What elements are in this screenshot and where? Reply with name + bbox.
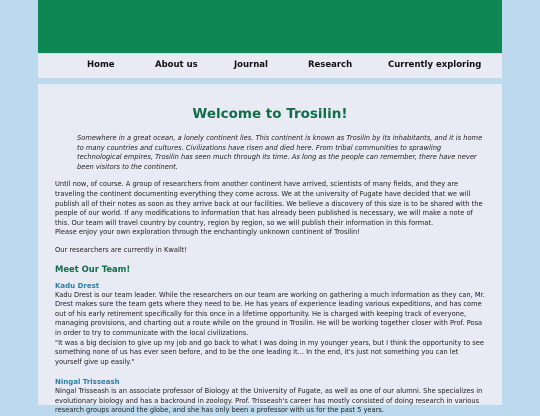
nav-currently-exploring[interactable]: Currently exploring [388, 60, 482, 70]
member-name: Kadu Drest [55, 281, 100, 290]
member-quote: "It was a big decision to give up my job and go back to what I was doing in my younger years, but I think the opportunity to see something none of us has ever seen before, and to be the one leading it... In the end, it's just not something you can let yourself give up easily." [55, 338, 484, 366]
location-note: Our researchers are currently in Kwallt! [55, 245, 187, 254]
nav-research[interactable]: Research [308, 60, 353, 70]
nav-journal[interactable]: Journal [234, 60, 268, 70]
member-bio: Kadu Drest is our team leader. While the researchers on our team are working on gathering a much information as they can, Mr. Drest makes sure the team gets where they need to be. He has years of experience leading various expeditions, and has come out of his early retirement specifically for this once in a lifetime opportunity. He is charged with keeping track of everyone, managing provisions, and charting out a route while on the ground in Trosilin. He will be working together closer with Prof. Posa in order to try to communicate with the local civilizations. [55, 290, 485, 337]
header-banner [38, 0, 502, 53]
nav-about-us[interactable]: About us [155, 60, 198, 70]
body-paragraph: Until now, of course. A group of researchers from another continent have arrived, scientists of many fields, and they are traveling the continent documenting everything they come across. We at the university of Fugate have decided that we will publish all of their notes as soon as they arrive back at our facilities. We believe a discovery of this size is to be shared with the people of our world. If any modifications to information that has already been published is necessary, we will make a note of this. Our team will travel country by country, region by region, so we will publish their information in this format. [55, 180, 483, 227]
member-bio: Ningal Trisseash is an associate professor of Biology at the University of Fugate, as well as one of our alumni. She specializes in evolutionary biology and has a backround in zoology. Prof. Trisseash's career has mostly consisted of doing research in various research groups around the globe, and she has only been a professor with us for the past 5 years. [55, 387, 483, 415]
member-name: Ningal Trisseash [55, 378, 120, 387]
main-content [38, 84, 502, 415]
body-paragraph: Please enjoy your own exploration through the enchantingly unknown continent of Trosilin! [55, 228, 360, 237]
intro-text: Somewhere in a great ocean, a lonely continent lies. This continent is known as Trosilin by its inhabitants, and it is home to many countries and cultures. Civilizations have risen and died here. From tribal communities to sprawling technological empires, Trosilin has seen much through its time. As long as the people can remember, there have never been visitors to the continent. [77, 134, 483, 171]
team-heading: Meet Our Team! [55, 263, 131, 274]
nav-home[interactable]: Home [87, 60, 115, 70]
main-nav [38, 53, 502, 78]
page-title: Welcome to Trosilin! [192, 106, 348, 122]
